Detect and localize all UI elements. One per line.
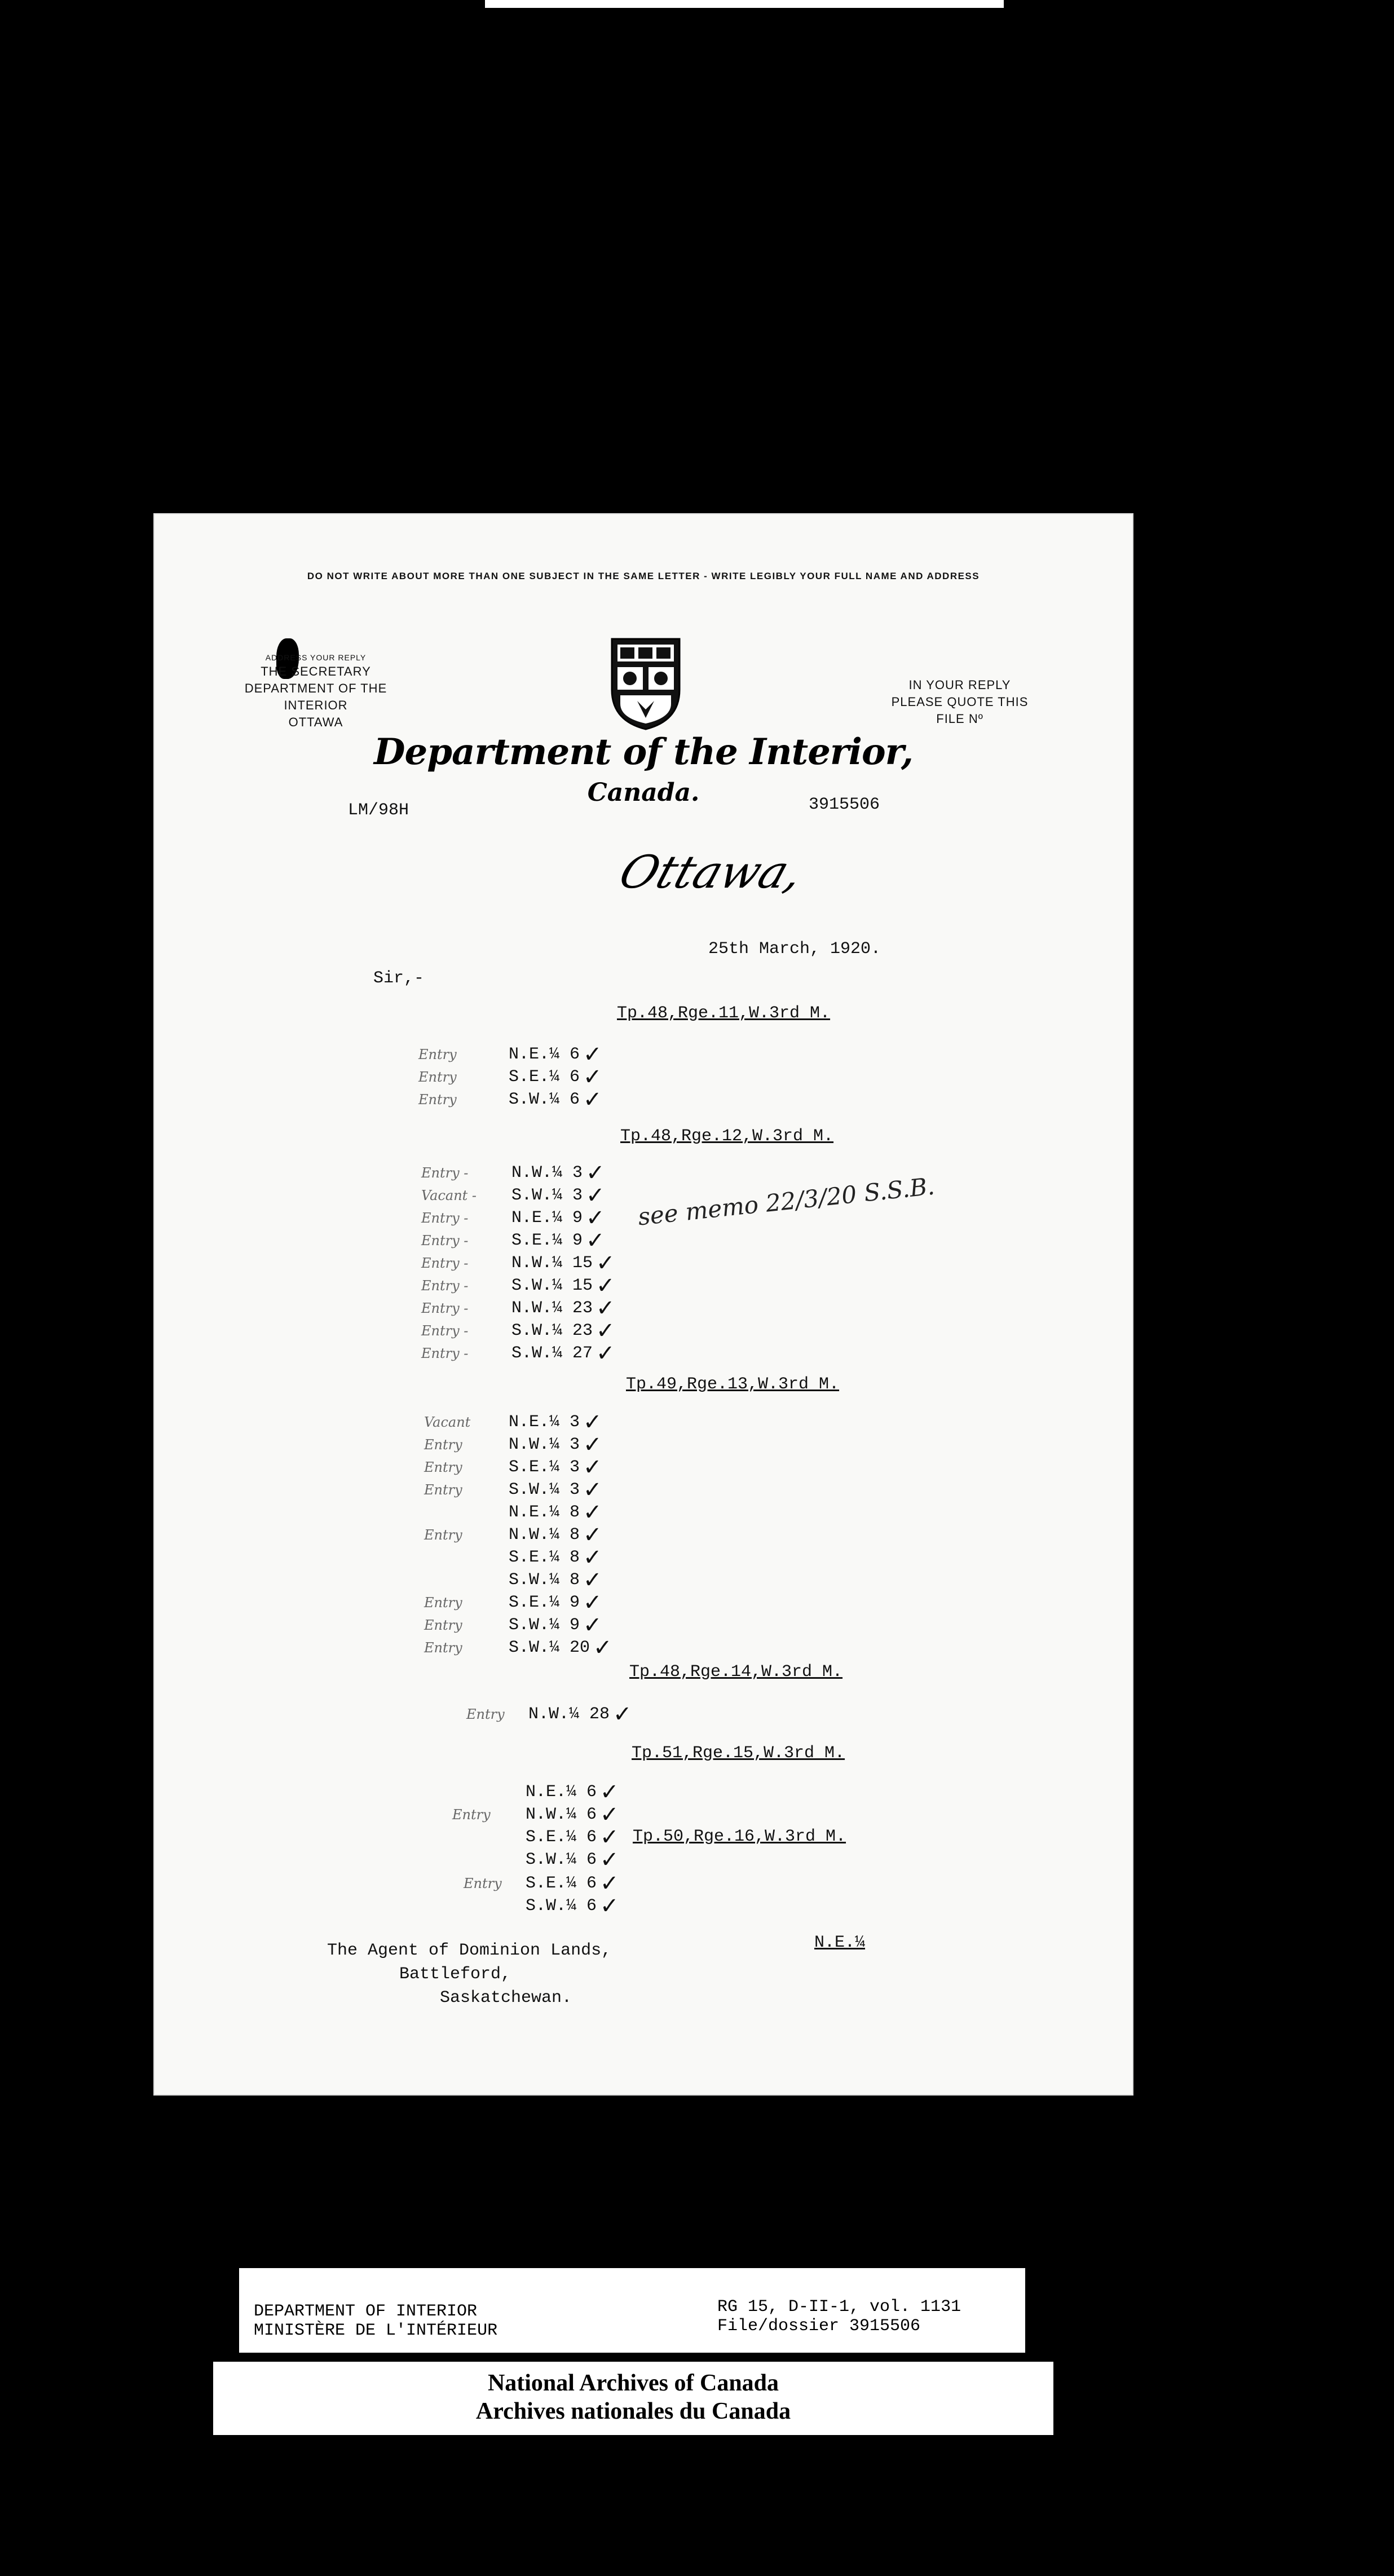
address-left-line: OTTAWA: [288, 715, 343, 729]
check-mark-icon: ✓: [583, 1064, 602, 1090]
margin-note: see memo 22/3/20 S.S.B.: [636, 1172, 936, 1231]
land-description: N.W.¼ 15: [511, 1254, 593, 1273]
check-mark-icon: ✓: [596, 1318, 615, 1344]
footer-right-line: RG 15, D-II-1, vol. 1131: [717, 2297, 961, 2317]
address-right: [870, 677, 1050, 727]
archive-reference-card: [239, 2268, 1025, 2353]
check-mark-icon: ✓: [596, 1250, 615, 1276]
land-description: S.E.¼ 3: [509, 1458, 580, 1477]
check-mark-icon: ✓: [596, 1273, 615, 1299]
land-description: N.E.¼ 6: [526, 1783, 597, 1802]
land-list: [424, 1411, 612, 1659]
archive-file-reference: [717, 2297, 961, 2336]
land-description: S.W.¼ 6: [509, 1090, 580, 1109]
entry-note: Entry: [424, 1437, 462, 1453]
land-description: S.W.¼ 6: [526, 1850, 597, 1869]
entry-note: Entry -: [421, 1210, 469, 1226]
land-description: N.W.¼ 6: [526, 1805, 597, 1824]
check-mark-icon: ✓: [583, 1409, 602, 1435]
entry-note: Entry: [452, 1807, 491, 1823]
entry-note: Vacant -: [421, 1188, 477, 1203]
reference-right: 3915506: [809, 795, 880, 814]
archive-department: [254, 2302, 497, 2340]
check-mark-icon: ✓: [583, 1567, 602, 1593]
township-heading: Tp.51,Rge.15,W.3rd M.: [632, 1744, 845, 1763]
recipient-line: Saskatchewan.: [440, 1988, 572, 2008]
land-description: N.W.¼ 23: [511, 1299, 593, 1318]
entry-note: Entry -: [421, 1255, 469, 1271]
land-description: N.E.¼ 3: [509, 1413, 580, 1432]
land-description: N.E.¼ 9: [511, 1208, 583, 1228]
check-mark-icon: ✓: [586, 1228, 605, 1254]
land-list: [466, 1703, 632, 1726]
address-right-line: PLEASE QUOTE THIS: [891, 695, 1029, 709]
land-description: S.W.¼ 3: [511, 1186, 583, 1205]
entry-note: Entry -: [421, 1278, 469, 1294]
land-description: N.W.¼ 8: [509, 1525, 580, 1545]
check-mark-icon: ✓: [593, 1635, 612, 1661]
entry-note: Entry: [464, 1876, 502, 1891]
land-description: N.W.¼ 3: [511, 1163, 583, 1183]
check-mark-icon: ✓: [600, 1824, 619, 1850]
letter-date: 25th March, 1920.: [708, 939, 881, 959]
check-mark-icon: ✓: [583, 1499, 602, 1525]
entry-note: Vacant: [424, 1414, 471, 1430]
land-description: S.W.¼ 6: [526, 1896, 597, 1916]
entry-note: Entry: [418, 1092, 457, 1108]
township-heading: Tp.48,Rge.14,W.3rd M.: [629, 1662, 843, 1682]
entry-note: Entry: [466, 1706, 505, 1722]
address-right-line: FILE Nº: [936, 712, 983, 726]
land-list: [464, 1872, 619, 1917]
check-mark-icon: ✓: [596, 1295, 615, 1321]
land-description: S.E.¼ 6: [509, 1068, 580, 1087]
entry-note: Entry: [424, 1482, 462, 1498]
check-mark-icon: ✓: [586, 1205, 605, 1231]
check-mark-icon: ✓: [600, 1802, 619, 1828]
land-description: N.E.¼ 6: [509, 1045, 580, 1064]
entry-note: Entry -: [421, 1346, 469, 1361]
recipient-line: The Agent of Dominion Lands,: [327, 1941, 612, 1960]
entry-note: Entry -: [421, 1323, 469, 1339]
entry-note: Entry: [424, 1595, 462, 1611]
entry-note: Entry -: [421, 1233, 469, 1249]
reference-left: LM/98H: [348, 801, 409, 820]
archive-label: [213, 2362, 1053, 2435]
bottom-reference: N.E.¼: [814, 1933, 866, 1952]
land-description: S.E.¼ 9: [509, 1593, 580, 1612]
address-left-line: ADDRESS YOUR REPLY: [265, 653, 367, 662]
address-left-line: DEPARTMENT OF THE INTERIOR: [244, 681, 387, 712]
coat-of-arms-icon: [609, 636, 682, 732]
entry-note: Entry: [418, 1069, 457, 1085]
department-title: Department of the Interior,: [374, 731, 913, 773]
land-description: S.W.¼ 8: [509, 1571, 580, 1590]
entry-note: Entry: [424, 1459, 462, 1475]
land-description: S.E.¼ 9: [511, 1231, 583, 1250]
check-mark-icon: ✓: [583, 1087, 602, 1113]
entry-note: Entry: [424, 1527, 462, 1543]
land-list: [421, 1162, 615, 1365]
check-mark-icon: ✓: [583, 1545, 602, 1571]
check-mark-icon: ✓: [596, 1340, 615, 1366]
recipient-address: [327, 1939, 611, 2010]
land-description: S.W.¼ 27: [511, 1344, 593, 1363]
land-description: N.W.¼ 28: [528, 1705, 610, 1724]
entry-note: Entry -: [421, 1300, 469, 1316]
land-list: [452, 1781, 619, 1871]
check-mark-icon: ✓: [583, 1522, 602, 1548]
archive-name-fr: Archives nationales du Canada: [475, 2398, 791, 2424]
township-heading: Tp.48,Rge.11,W.3rd M.: [617, 1004, 831, 1023]
land-description: S.W.¼ 20: [509, 1638, 590, 1657]
land-description: S.W.¼ 23: [511, 1321, 593, 1340]
land-description: S.W.¼ 9: [509, 1616, 580, 1635]
township-heading: Tp.49,Rge.13,W.3rd M.: [626, 1375, 840, 1394]
entry-note: Entry: [424, 1640, 462, 1656]
check-mark-icon: ✓: [586, 1183, 605, 1208]
salutation: Sir,-: [373, 969, 425, 988]
archive-name-en: National Archives of Canada: [487, 2370, 779, 2396]
letter-page: [153, 513, 1133, 2096]
township-heading: Tp.50,Rge.16,W.3rd M.: [633, 1827, 846, 1846]
address-left-line: THE SECRETARY: [261, 664, 371, 678]
footer-left-line: MINISTÈRE DE L'INTÉRIEUR: [254, 2321, 498, 2340]
land-description: N.W.¼ 3: [509, 1435, 580, 1454]
check-mark-icon: ✓: [600, 1779, 619, 1805]
footer-right-line: File/dossier 3915506: [717, 2317, 921, 2336]
land-description: S.E.¼ 6: [526, 1874, 597, 1893]
entry-note: Entry -: [421, 1165, 469, 1181]
address-left: [226, 652, 406, 731]
check-mark-icon: ✓: [613, 1701, 632, 1727]
footer-left-line: DEPARTMENT OF INTERIOR: [254, 2302, 478, 2321]
address-right-line: IN YOUR REPLY: [908, 678, 1011, 692]
department-subtitle: Canada.: [587, 778, 700, 807]
letterhead-warning: DO NOT WRITE ABOUT MORE THAN ONE SUBJECT IN THE SAME LETTER - WRITE LEGIBLY YOUR FULL NAME AND ADDRESS: [307, 571, 980, 581]
check-mark-icon: ✓: [583, 1590, 602, 1616]
check-mark-icon: ✓: [583, 1432, 602, 1458]
check-mark-icon: ✓: [583, 1454, 602, 1480]
land-description: S.E.¼ 6: [526, 1828, 597, 1847]
land-description: S.E.¼ 8: [509, 1548, 580, 1567]
check-mark-icon: ✓: [600, 1847, 619, 1873]
land-list: [418, 1043, 602, 1111]
top-film-strip: [485, 0, 1004, 8]
entry-note: Entry: [418, 1047, 457, 1062]
land-description: S.W.¼ 3: [509, 1480, 580, 1499]
check-mark-icon: ✓: [600, 1871, 619, 1896]
check-mark-icon: ✓: [600, 1893, 619, 1919]
land-description: S.W.¼ 15: [511, 1276, 593, 1295]
check-mark-icon: ✓: [583, 1042, 602, 1068]
check-mark-icon: ✓: [583, 1612, 602, 1638]
township-heading: Tp.48,Rge.12,W.3rd M.: [620, 1127, 834, 1146]
check-mark-icon: ✓: [586, 1160, 605, 1186]
entry-note: Entry: [424, 1617, 462, 1633]
city-script: Ottawa,: [612, 846, 810, 898]
land-description: N.E.¼ 8: [509, 1503, 580, 1522]
recipient-line: Battleford,: [399, 1965, 511, 1984]
check-mark-icon: ✓: [583, 1477, 602, 1503]
